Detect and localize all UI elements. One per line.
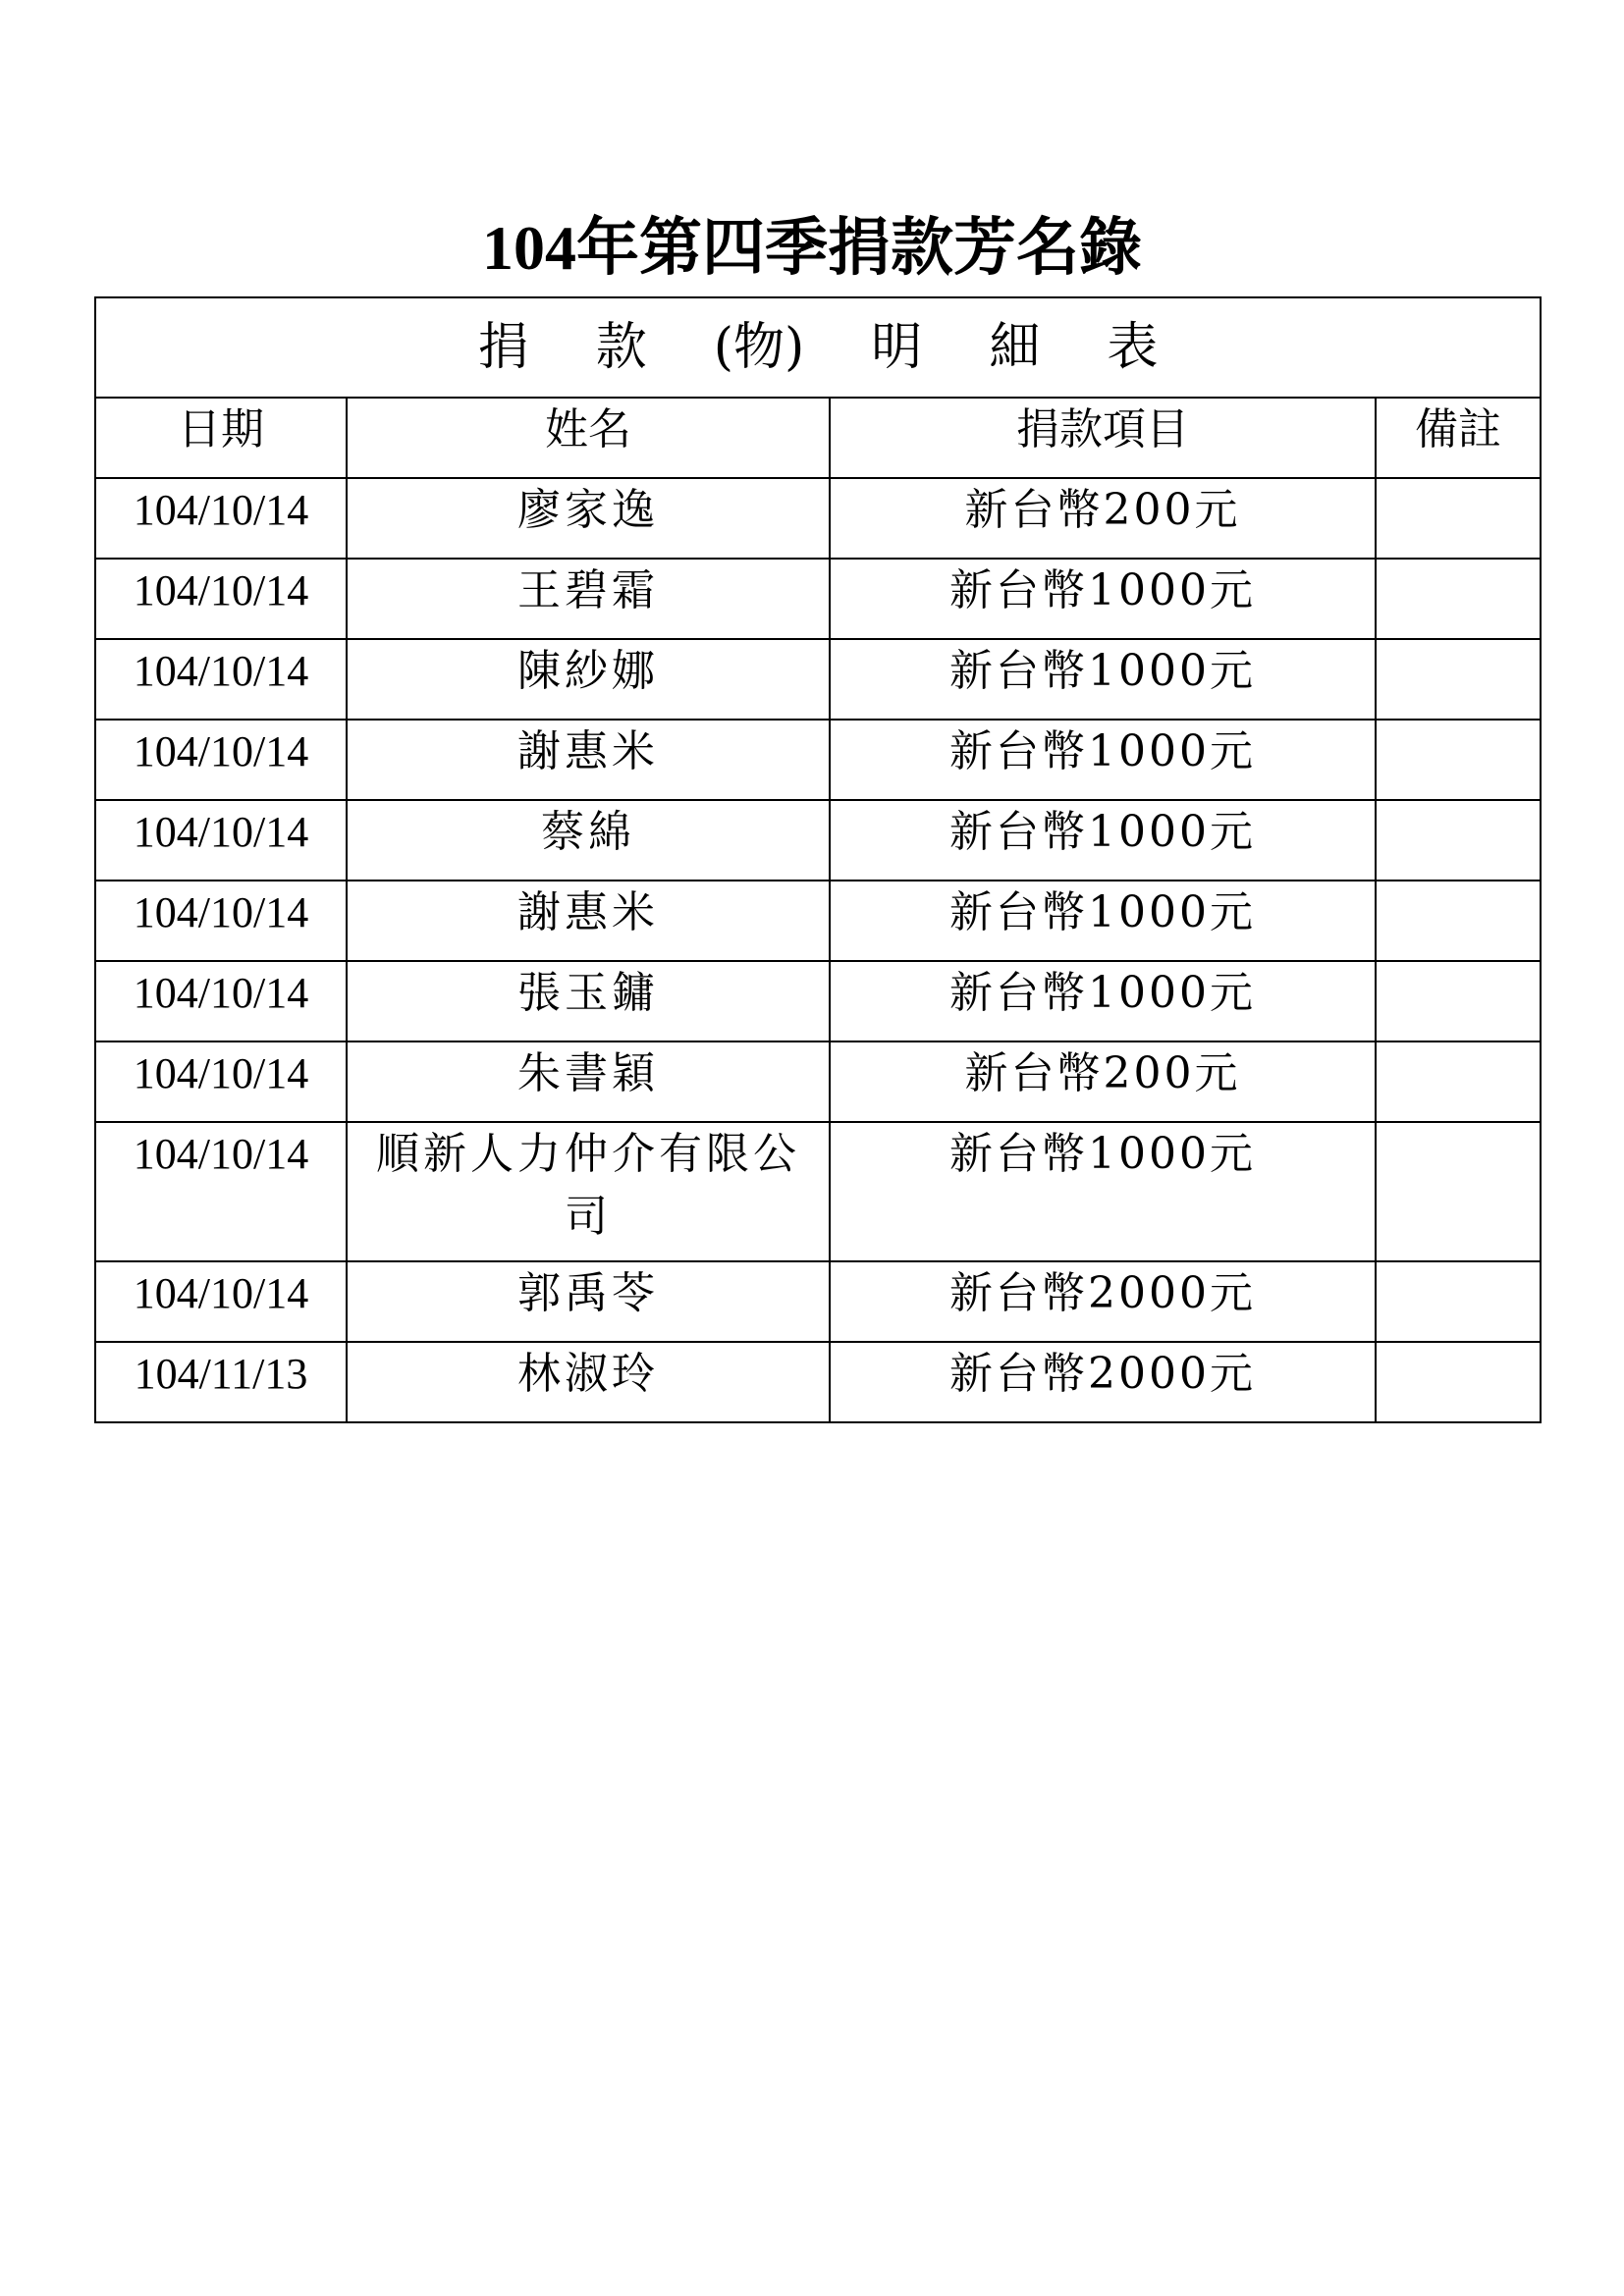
table-row bbox=[95, 1261, 1541, 1342]
date-cell: 104/10/14 bbox=[95, 559, 347, 639]
table-row bbox=[95, 881, 1541, 961]
date-cell: 104/10/14 bbox=[95, 1041, 347, 1122]
date-cell: 104/10/14 bbox=[95, 639, 347, 720]
name-cell: 郭禹苓 bbox=[347, 1261, 830, 1342]
item-cell: 新台幣1000元 bbox=[830, 881, 1376, 961]
name-cell: 王碧霜 bbox=[347, 559, 830, 639]
remark-cell bbox=[1376, 720, 1541, 800]
caption-char: 捐 bbox=[477, 318, 529, 377]
item-cell: 新台幣2000元 bbox=[830, 1261, 1376, 1342]
caption-char: 表 bbox=[1107, 318, 1159, 377]
item-cell: 新台幣1000元 bbox=[830, 639, 1376, 720]
caption-char: (物) bbox=[713, 318, 805, 377]
name-cell: 蔡綿 bbox=[347, 800, 830, 881]
date-cell: 104/10/14 bbox=[95, 1261, 347, 1342]
item-cell: 新台幣1000元 bbox=[830, 961, 1376, 1041]
header-item: 捐款項目 bbox=[830, 398, 1376, 478]
table-caption bbox=[95, 297, 1541, 398]
table-row bbox=[95, 720, 1541, 800]
name-cell: 廖家逸 bbox=[347, 478, 830, 559]
remark-cell bbox=[1376, 559, 1541, 639]
item-cell: 新台幣1000元 bbox=[830, 720, 1376, 800]
table-row bbox=[95, 961, 1541, 1041]
name-cell: 謝惠米 bbox=[347, 720, 830, 800]
item-cell: 新台幣2000元 bbox=[830, 1342, 1376, 1422]
remark-cell bbox=[1376, 800, 1541, 881]
remark-cell bbox=[1376, 961, 1541, 1041]
remark-cell bbox=[1376, 1122, 1541, 1261]
caption-char: 明 bbox=[871, 318, 923, 377]
table-row bbox=[95, 1342, 1541, 1422]
table-row bbox=[95, 639, 1541, 720]
donation-table bbox=[94, 296, 1542, 1423]
item-cell: 新台幣200元 bbox=[830, 1041, 1376, 1122]
remark-cell bbox=[1376, 881, 1541, 961]
page-title: 104年第四季捐款芳名錄 bbox=[482, 213, 1142, 283]
table-row bbox=[95, 478, 1541, 559]
date-cell: 104/10/14 bbox=[95, 720, 347, 800]
name-cell: 順新人力仲介有限公司 bbox=[347, 1122, 830, 1261]
date-cell: 104/10/14 bbox=[95, 800, 347, 881]
table-row bbox=[95, 800, 1541, 881]
name-cell: 林淑玲 bbox=[347, 1342, 830, 1422]
header-remark: 備註 bbox=[1376, 398, 1541, 478]
header-name: 姓名 bbox=[347, 398, 830, 478]
date-cell: 104/10/14 bbox=[95, 478, 347, 559]
remark-cell bbox=[1376, 1261, 1541, 1342]
item-cell: 新台幣1000元 bbox=[830, 1122, 1376, 1261]
table-header-row bbox=[95, 398, 1541, 478]
caption-char: 細 bbox=[989, 318, 1041, 377]
name-cell: 朱書穎 bbox=[347, 1041, 830, 1122]
date-cell: 104/10/14 bbox=[95, 961, 347, 1041]
date-cell: 104/11/13 bbox=[95, 1342, 347, 1422]
header-date: 日期 bbox=[95, 398, 347, 478]
date-cell: 104/10/14 bbox=[95, 881, 347, 961]
remark-cell bbox=[1376, 1342, 1541, 1422]
remark-cell bbox=[1376, 478, 1541, 559]
remark-cell bbox=[1376, 639, 1541, 720]
table-caption-row bbox=[95, 297, 1541, 398]
remark-cell bbox=[1376, 1041, 1541, 1122]
date-cell: 104/10/14 bbox=[95, 1122, 347, 1261]
item-cell: 新台幣200元 bbox=[830, 478, 1376, 559]
table-row bbox=[95, 1041, 1541, 1122]
item-cell: 新台幣1000元 bbox=[830, 559, 1376, 639]
name-cell: 謝惠米 bbox=[347, 881, 830, 961]
table-row bbox=[95, 559, 1541, 639]
caption-char: 款 bbox=[595, 318, 647, 377]
table-row bbox=[95, 1122, 1541, 1261]
name-cell: 張玉鏞 bbox=[347, 961, 830, 1041]
item-cell: 新台幣1000元 bbox=[830, 800, 1376, 881]
name-cell: 陳紗娜 bbox=[347, 639, 830, 720]
